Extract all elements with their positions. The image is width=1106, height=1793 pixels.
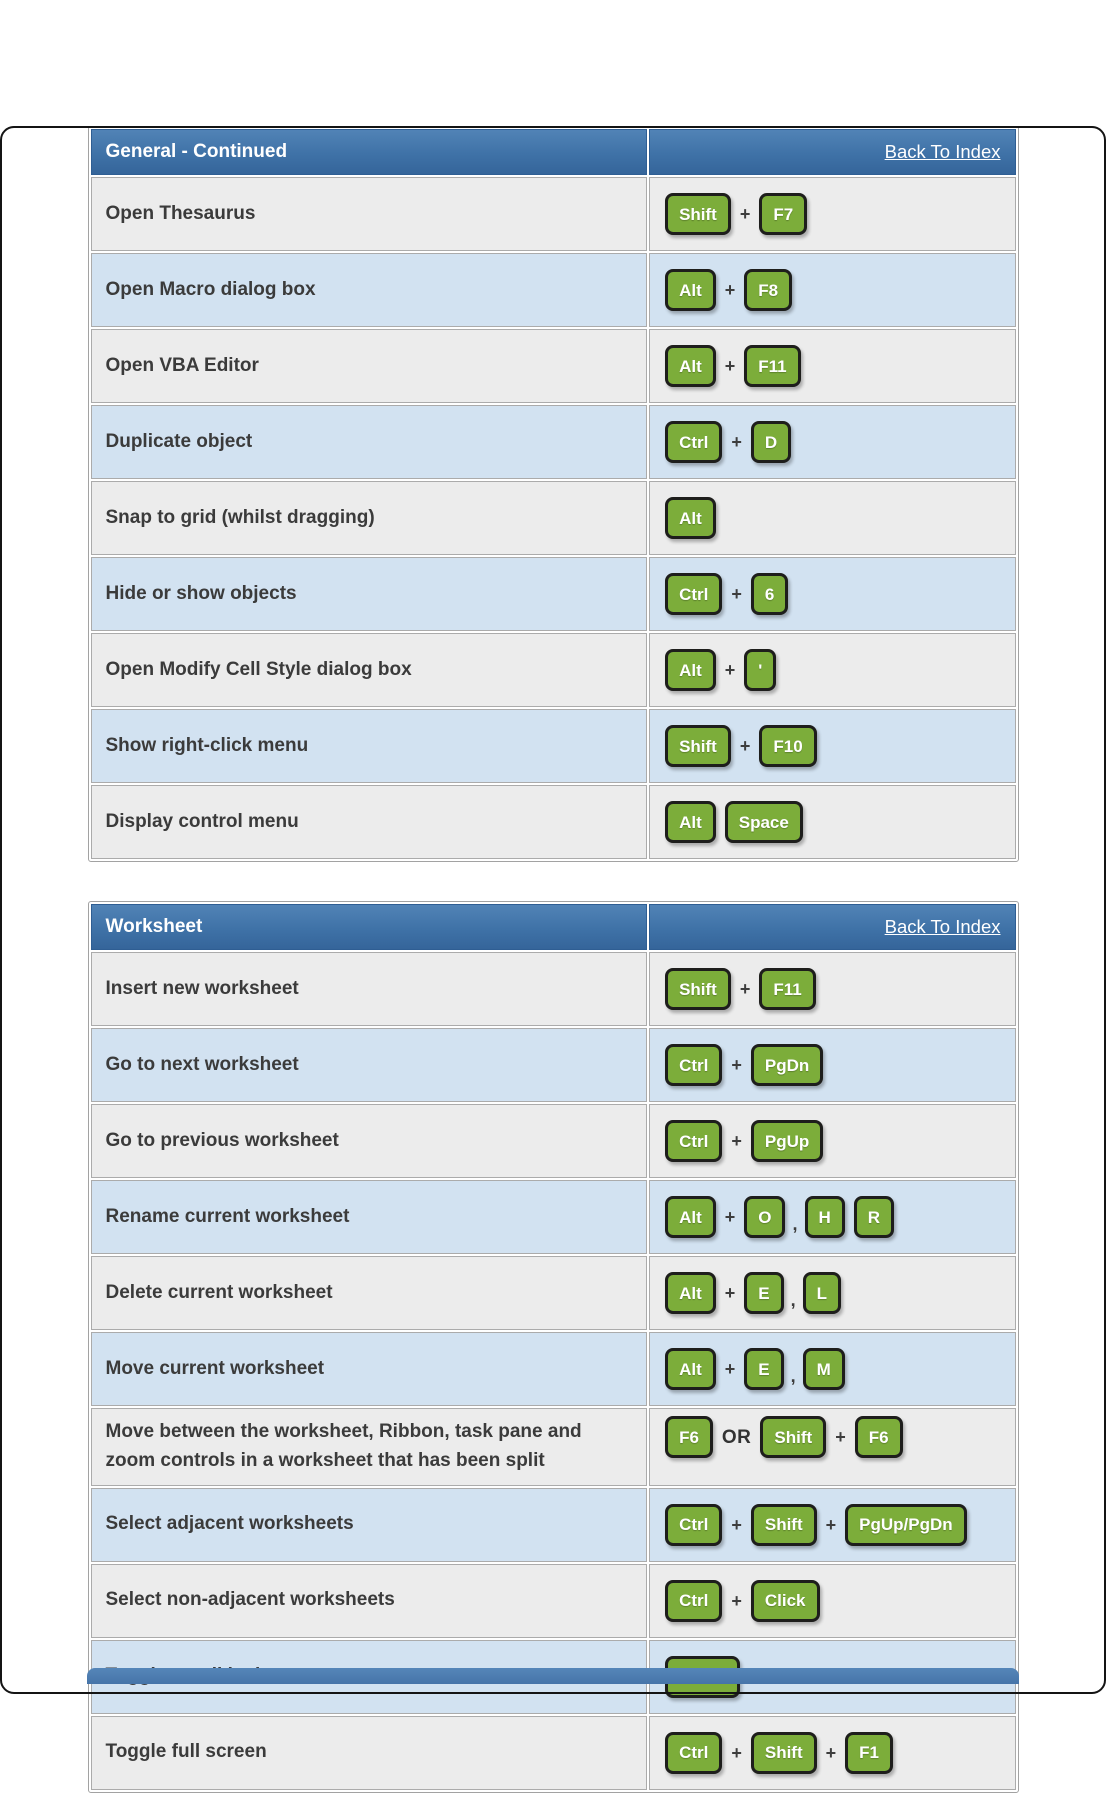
shortcut-row <box>91 557 1016 631</box>
key-separator: + <box>724 356 736 376</box>
keycap: Alt <box>665 345 716 387</box>
shortcut-label: Open Modify Cell Style dialog box <box>91 633 648 707</box>
shortcut-row <box>91 1028 1016 1102</box>
shortcut-keys-cell <box>649 952 1015 1026</box>
shortcut-keys-cell <box>649 709 1015 783</box>
shortcut-label: Show right-click menu <box>91 709 648 783</box>
key-separator: + <box>731 432 742 452</box>
keycap: Shift <box>665 968 731 1010</box>
keycap: Shift <box>665 193 731 235</box>
key-combo <box>665 193 1006 235</box>
key-separator: + <box>825 1514 837 1535</box>
shortcut-label: Rename current worksheet <box>91 1180 648 1254</box>
keycap: F8 <box>744 269 792 311</box>
keycap: PgDn <box>751 1044 823 1086</box>
keycap: F6 <box>665 1416 713 1458</box>
back-to-index-link[interactable]: Back To Index <box>884 140 1001 162</box>
shortcut-label: Go to previous worksheet <box>91 1104 648 1178</box>
shortcut-row <box>91 253 1016 327</box>
shortcut-row <box>91 1256 1016 1330</box>
keycap: M <box>803 1348 845 1390</box>
keycap: Ctrl <box>665 421 722 463</box>
next-table-header-peek <box>87 1668 1019 1684</box>
keycap: 6 <box>751 573 788 615</box>
key-separator: + <box>724 280 736 300</box>
shortcut-keys-cell <box>649 253 1015 327</box>
key-combo <box>665 725 1006 767</box>
keycap: F7 <box>759 193 807 235</box>
keycap: Alt <box>665 269 716 311</box>
key-separator: , <box>792 1214 798 1234</box>
key-separator: + <box>724 1207 736 1227</box>
keycap: F6 <box>855 1416 903 1458</box>
key-separator: + <box>731 1590 742 1611</box>
keycap: Alt <box>665 1348 716 1390</box>
table-title: General - Continued <box>91 129 648 175</box>
key-combo <box>665 1580 1006 1622</box>
keycap: F11 <box>744 345 800 387</box>
keycap: Ctrl <box>665 573 722 615</box>
keycap: Shift <box>751 1732 817 1774</box>
key-combo <box>665 1348 1006 1390</box>
keycap: E <box>744 1348 783 1390</box>
keycap: Shift <box>760 1416 826 1458</box>
key-separator: + <box>724 1359 736 1379</box>
key-combo <box>665 421 1006 463</box>
key-combo <box>665 801 1006 843</box>
key-separator: + <box>825 1742 837 1763</box>
shortcut-row <box>91 709 1016 783</box>
keycap: L <box>803 1272 841 1314</box>
key-combo <box>665 573 1006 615</box>
keycap: PgUp/PgDn <box>845 1504 967 1546</box>
shortcut-keys-cell <box>649 1028 1015 1102</box>
shortcut-label: Go to next worksheet <box>91 1028 648 1102</box>
key-combo <box>665 1120 1006 1162</box>
key-combo <box>665 1732 1006 1774</box>
key-separator: OR <box>721 1426 752 1448</box>
shortcut-label: Delete current worksheet <box>91 1256 648 1330</box>
keycap: E <box>744 1272 783 1314</box>
key-separator: + <box>739 204 751 224</box>
shortcut-label: Open Macro dialog box <box>91 253 648 327</box>
key-combo <box>665 497 1006 539</box>
keycap: Alt <box>665 649 716 691</box>
shortcut-label: Insert new worksheet <box>91 952 648 1026</box>
shortcut-keys-cell <box>649 1488 1015 1562</box>
table-worksheet <box>88 901 1019 1793</box>
keycap: Space <box>725 801 803 843</box>
shortcut-row <box>91 1408 1016 1486</box>
shortcut-row <box>91 405 1016 479</box>
key-combo <box>665 1196 1006 1238</box>
shortcut-keys-cell <box>649 1408 1015 1486</box>
keycap: Alt <box>665 1196 716 1238</box>
shortcut-label: Display control menu <box>91 785 648 859</box>
shortcut-keys-cell <box>649 557 1015 631</box>
shortcut-keys-cell <box>649 1564 1015 1638</box>
shortcut-row <box>91 633 1016 707</box>
key-combo <box>665 1504 1006 1546</box>
key-combo <box>665 1272 1006 1314</box>
table-header-row <box>91 904 1016 950</box>
shortcut-keys-cell <box>649 177 1015 251</box>
keycap: Ctrl <box>665 1732 722 1774</box>
shortcut-row <box>91 177 1016 251</box>
key-combo <box>665 269 1006 311</box>
shortcut-keys-cell <box>649 1104 1015 1178</box>
shortcut-label: Hide or show objects <box>91 557 648 631</box>
shortcut-keys-cell <box>649 329 1015 403</box>
shortcut-label: Toggle full screen <box>91 1716 648 1790</box>
keycap: Ctrl <box>665 1504 722 1546</box>
shortcut-label: Select adjacent worksheets <box>91 1488 648 1562</box>
key-separator: + <box>739 736 751 756</box>
shortcut-keys-cell <box>649 481 1015 555</box>
table-title: Worksheet <box>91 904 648 950</box>
shortcut-keys-cell <box>649 1256 1015 1330</box>
keycap: F10 <box>759 725 816 767</box>
key-separator: + <box>731 1514 742 1535</box>
keycap: Alt <box>665 497 716 539</box>
keycap: R <box>854 1196 894 1238</box>
shortcut-label: Open Thesaurus <box>91 177 648 251</box>
keycap: H <box>805 1196 845 1238</box>
key-combo <box>665 649 1006 691</box>
key-separator: + <box>835 1427 846 1447</box>
table-header-link-cell <box>649 129 1015 175</box>
shortcut-row <box>91 1332 1016 1406</box>
keycap: Shift <box>665 725 731 767</box>
shortcut-label: Snap to grid (whilst dragging) <box>91 481 648 555</box>
keycap: Click <box>751 1580 820 1622</box>
table-general-continued <box>88 126 1019 862</box>
shortcut-row <box>91 481 1016 555</box>
key-separator: , <box>790 1366 796 1386</box>
keycap: O <box>744 1196 785 1238</box>
shortcut-keys-cell <box>649 1180 1015 1254</box>
shortcut-row <box>91 1564 1016 1638</box>
shortcut-label: Move current worksheet <box>91 1332 648 1406</box>
key-separator: + <box>731 584 742 604</box>
key-separator: + <box>731 1742 742 1763</box>
keycap: F11 <box>759 968 815 1010</box>
shortcut-label: Open VBA Editor <box>91 329 648 403</box>
key-combo <box>665 1416 1006 1458</box>
shortcut-row <box>91 952 1016 1026</box>
keycap: Ctrl <box>665 1120 722 1162</box>
back-to-index-link[interactable]: Back To Index <box>884 915 1001 937</box>
table-header-link-cell <box>649 904 1015 950</box>
keycap: ' <box>744 649 776 691</box>
key-separator: + <box>731 1131 742 1151</box>
keycap: Alt <box>665 801 716 843</box>
shortcut-keys-cell <box>649 785 1015 859</box>
shortcut-label: Move between the worksheet, Ribbon, task pane and zoom controls in a worksheet that has been split <box>91 1408 648 1486</box>
keycap: F1 <box>845 1732 893 1774</box>
shortcut-keys-cell <box>649 405 1015 479</box>
key-combo <box>665 968 1006 1010</box>
key-separator: , <box>790 1290 796 1310</box>
keycap: PgUp <box>751 1120 823 1162</box>
shortcut-keys-cell <box>649 633 1015 707</box>
keycap: Alt <box>665 1272 716 1314</box>
shortcut-row <box>91 329 1016 403</box>
table-header-row <box>91 129 1016 175</box>
shortcut-label: Duplicate object <box>91 405 648 479</box>
keycap: D <box>751 421 791 463</box>
shortcut-row <box>91 785 1016 859</box>
shortcut-row <box>91 1488 1016 1562</box>
shortcut-row <box>91 1104 1016 1178</box>
key-separator: + <box>724 1283 736 1303</box>
keycap: Ctrl <box>665 1580 722 1622</box>
keycap: Shift <box>751 1504 817 1546</box>
shortcut-keys-cell <box>649 1716 1015 1790</box>
shortcut-row <box>91 1716 1016 1790</box>
key-combo <box>665 345 1006 387</box>
key-separator: + <box>739 979 751 999</box>
shortcut-label: Select non-adjacent worksheets <box>91 1564 648 1638</box>
key-separator: + <box>731 1055 742 1075</box>
keycap: Ctrl <box>665 1044 722 1086</box>
key-combo <box>665 1044 1006 1086</box>
shortcut-row <box>91 1180 1016 1254</box>
shortcut-keys-cell <box>649 1332 1015 1406</box>
key-separator: + <box>724 660 736 680</box>
